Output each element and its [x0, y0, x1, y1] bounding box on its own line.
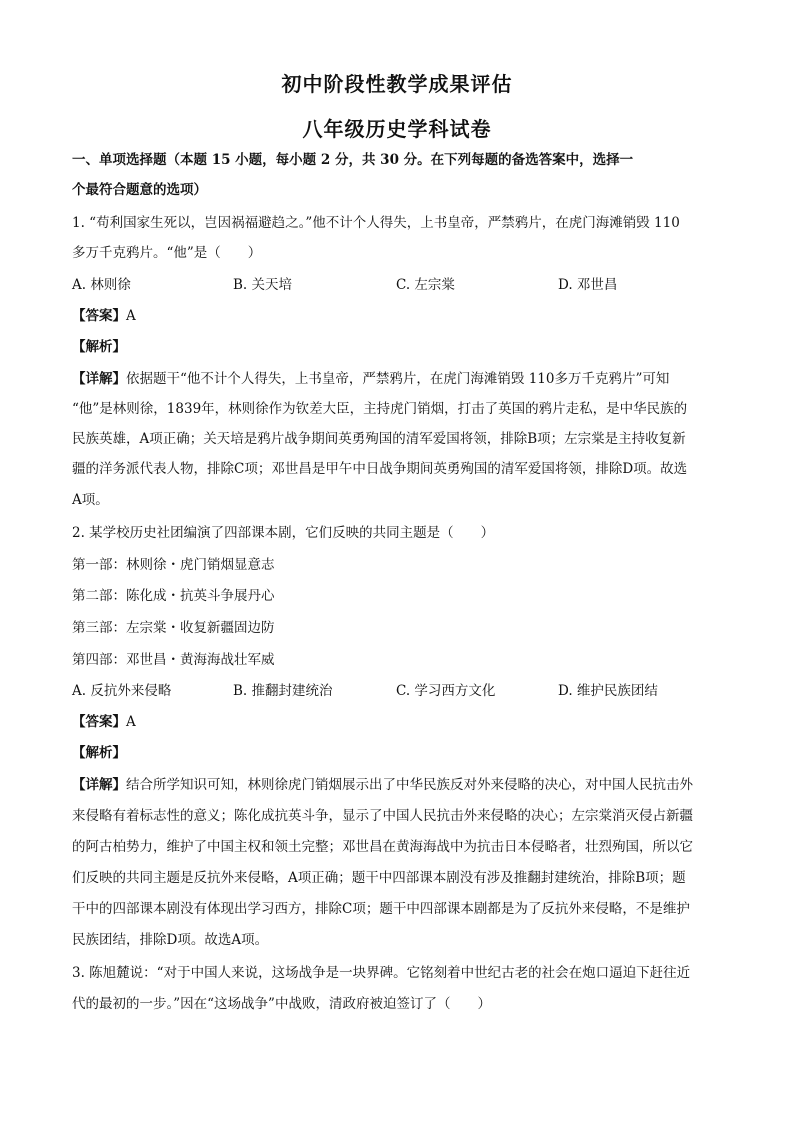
q1-option-d: D. 邓世昌 — [558, 277, 618, 293]
answer-value: A — [126, 714, 136, 730]
section-heading-line-2: 个最符合题意的选项） — [72, 182, 207, 198]
section-heading-line-1: 一、单项选择题（本题 15 小题，每小题 2 分，共 30 分。在下列每题的备选答案中，选择一 — [72, 152, 634, 168]
q1-answer — [72, 306, 722, 326]
detail-tag: 【详解】 — [72, 371, 126, 387]
q2-detail-line-6: 民族团结，排除D项。故选A项。 — [72, 932, 269, 948]
q1-detail-line-4: 疆的洋务派代表人物，排除C项；邓世昌是甲午中日战争期间英勇殉国的清军爱国将领，排除D项。故选 — [72, 461, 688, 477]
answer-tag: 【答案】 — [72, 308, 126, 324]
q2-option-c: C. 学习西方文化 — [396, 683, 496, 699]
exam-title: 初中阶段性教学成果评估 — [281, 72, 513, 96]
q1-option-b: B. 关天培 — [233, 277, 293, 293]
q2-part-1: 第一部：林则徐・虎门销烟显意志 — [72, 557, 275, 573]
q3-stem-line-2: 代的最初的一步。”因在“这场战争”中战败，清政府被迫签订了（ ） — [72, 996, 491, 1012]
q2-detail-line-4: 们反映的共同主题是反抗外来侵略，A项正确；题干中四部课本剧没有涉及推翻封建统治，排除B项；题 — [72, 870, 686, 886]
answer-value: A — [126, 308, 136, 324]
q1-analysis-tag: 【解析】 — [72, 339, 126, 355]
detail-tag: 【详解】 — [72, 777, 126, 793]
q2-stem: 2. 某学校历史社团编演了四部课本剧，它们反映的共同主题是（ ） — [72, 525, 495, 541]
q2-option-b: B. 推翻封建统治 — [233, 683, 333, 699]
q2-part-2: 第二部：陈化成・抗英斗争展丹心 — [72, 588, 275, 604]
q2-part-4: 第四部：邓世昌・黄海海战壮军威 — [72, 652, 275, 668]
q2-detail-line-3: 的阿古柏势力，维护了中国主权和领土完整；邓世昌在黄海海战中为抗击日本侵略者，壮烈殉国，所以它 — [72, 839, 693, 855]
q1-option-a: A. 林则徐 — [72, 277, 131, 293]
q1-detail-line-2: “他”是林则徐，1839年，林则徐作为钦差大臣，主持虎门销烟，打击了英国的鸦片走私，是中华民族的 — [72, 401, 688, 417]
q2-option-d: D. 维护民族团结 — [558, 683, 658, 699]
q1-detail-line-3: 民族英雄，A项正确；关天培是鸦片战争期间英勇殉国的清军爱国将领，排除B项；左宗棠是主持收复新 — [72, 431, 686, 447]
q2-detail-line-5: 干中的四部课本剧没有体现出学习西方，排除C项；题干中四部课本剧都是为了反抗外来侵略，不是维护 — [72, 901, 690, 917]
q2-answer — [72, 712, 722, 732]
q1-detail-line-1 — [72, 369, 722, 389]
q2-analysis-tag: 【解析】 — [72, 745, 126, 761]
answer-tag: 【答案】 — [72, 714, 126, 730]
q2-detail-line-1 — [72, 775, 722, 795]
q2-detail-line-2: 来侵略有着标志性的意义；陈化成抗英斗争，显示了中国人民抗击外来侵略的决心；左宗棠消灭侵占新疆 — [72, 808, 693, 824]
detail-text: 结合所学知识可知，林则徐虎门销烟展示出了中华民族反对外来侵略的决心，对中国人民抗击外 — [126, 777, 693, 793]
q1-option-c: C. 左宗棠 — [396, 277, 455, 293]
detail-text: 依据题干“他不计个人得失，上书皇帝，严禁鸦片，在虎门海滩销毁 110多万千克鸦片”可知 — [126, 371, 670, 387]
q2-part-3: 第三部：左宗棠・收复新疆固边防 — [72, 620, 275, 636]
q1-detail-line-5: A项。 — [72, 492, 109, 508]
q3-stem-line-1: 3. 陈旭麓说：“对于中国人来说，这场战争是一块界碑。它铭刻着中世纪古老的社会在炮口逼迫下赶往近 — [72, 965, 691, 981]
q1-stem-line-1: 1. “苟利国家生死以，岂因祸福避趋之。”他不计个人得失，上书皇帝，严禁鸦片，在虎门海滩销毁 110 — [72, 215, 680, 231]
q2-option-a: A. 反抗外来侵略 — [72, 683, 172, 699]
q1-stem-line-2: 多万千克鸦片。“他”是（ ） — [72, 245, 262, 261]
exam-subtitle: 八年级历史学科试卷 — [302, 117, 492, 141]
